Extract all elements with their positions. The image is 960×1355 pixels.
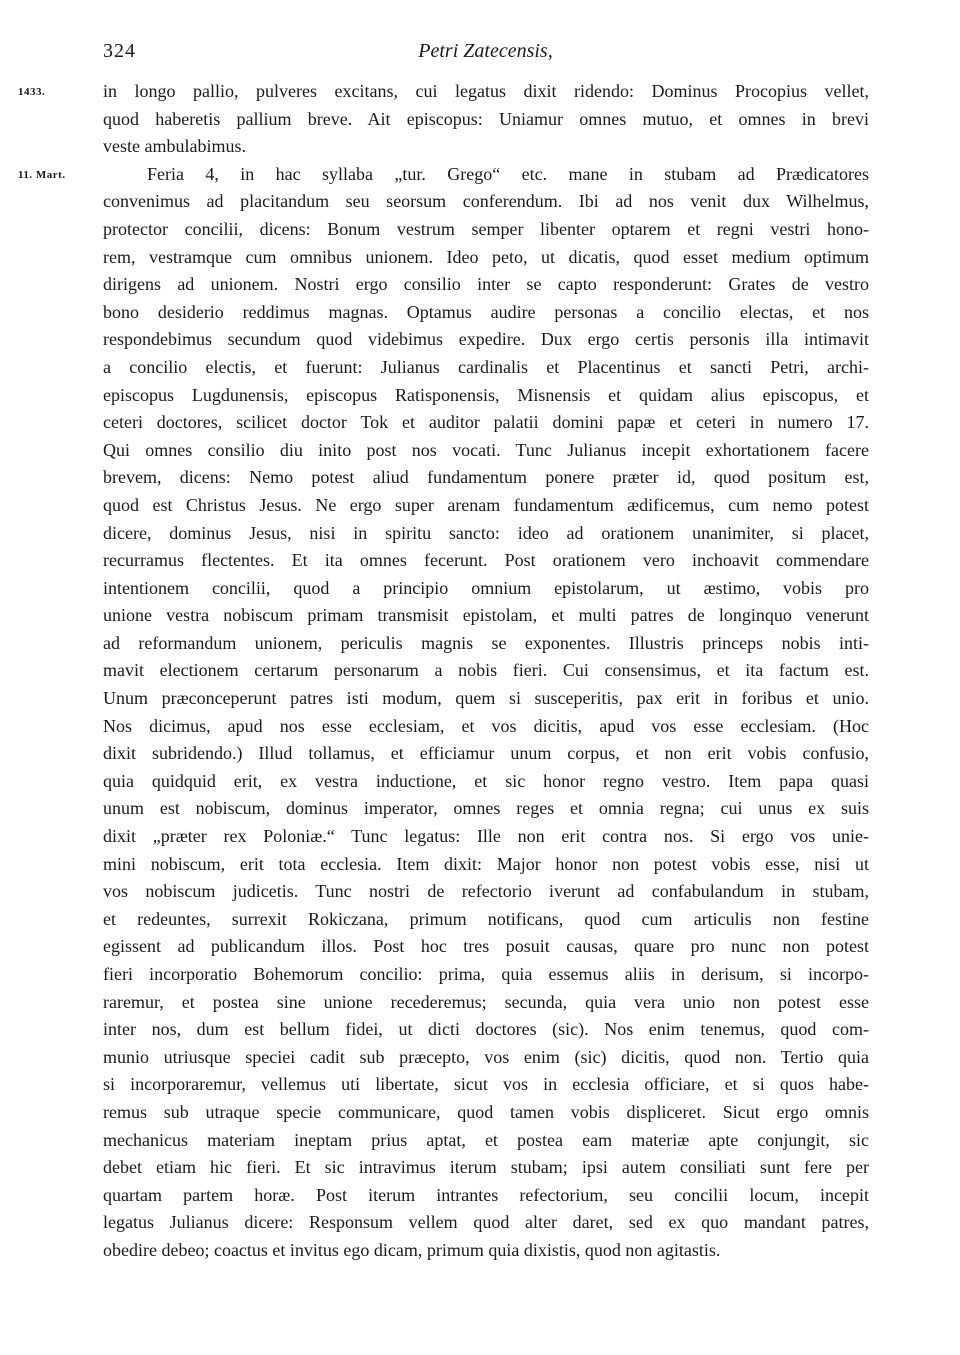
running-title: Petri Zatecensis, [418,40,553,62]
text-line: intentionem concilii, quod a principio omnium epistolarum, ut æstimo, vobis pro [103,577,869,598]
text-line: unum est nobiscum, dominus imperator, omnes reges et omnia regna; cui unus ex suis [103,798,869,819]
text-line: quod est Christus Jesus. Ne ergo super arenam fundamentum ædificemus, cum nemo potest [103,494,869,515]
text-line: a concilio electis, et fuerunt: Julianus cardinalis et Placentinus et sancti Petri, archi- [103,356,869,377]
text-line: protector concilii, dicens: Bonum vestrum semper libenter optarem et regni vestri hono- [103,218,869,239]
text-line: inter nos, dum est bellum fidei, ut dicti doctores (sic). Nos enim tenemus, quod com- [103,1019,869,1040]
text-line: egissent ad publicandum illos. Post hoc tres posuit causas, quare pro nunc non potest [103,936,869,957]
text-line: raremur, et postea sine unione recederemus; secunda, quia vera unio non potest esse [103,991,869,1012]
text-line: mavit electionem certarum personarum a nobis fieri. Cui consensimus, et ita factum est. [103,660,869,681]
text-line: veste ambulabimus. [103,136,246,157]
text-line: legatus Julianus dicere: Responsum vellem quod alter daret, sed ex quo mandant patres, [103,1212,869,1233]
text-line: et redeuntes, surrexit Rokiczana, primum notificans, quod cum articulis non festine [103,908,869,929]
text-line: dirigens ad unionem. Nostri ergo consilio inter se capto responderunt: Grates de vestro [103,274,869,295]
text-line: Nos dicimus, apud nos esse ecclesiam, et vos dicitis, apud vos esse ecclesiam. (Hoc [103,715,869,736]
text-line: obedire debeo; coactus et invitus ego dicam, primum quia dixistis, quod non agitastis. [103,1239,721,1260]
text-line: mechanicus materiam ineptam prius aptat, et postea eam materiæ apte conjungit, sic [103,1129,869,1150]
text-line: quod haberetis pallium breve. Ait episcopus: Uniamur omnes mutuo, et omnes in brevi [103,108,869,129]
text-line: ad reformandum unionem, periculis magnis se exponentes. Illustris princeps nobis inti- [103,632,869,653]
text-line: unione vestra nobiscum primam transmisit epistolam, et multi patres de longinquo venerunt [103,605,869,626]
text-line: Qui omnes consilio diu inito post nos vocati. Tunc Julianus incepit exhortationem facere [103,439,869,460]
text-line: dicere, dominus Jesus, nisi in spiritu sancto: ideo ad orationem unanimiter, si placet, [103,522,869,543]
text-line: Unum præconceperunt patres isti modum, quem si susceperitis, pax erit in foribus et unio. [103,688,869,709]
text-line: fieri incorporatio Bohemorum concilio: prima, quia essemus aliis in derisum, si incorpo- [103,964,869,984]
text-line: brevem, dicens: Nemo potest aliud fundamentum ponere præter id, quod positum est, [103,467,869,488]
text-line: debet etiam hic fieri. Et sic intravimus iterum stubam; ipsi autem consiliati sunt fere per [103,1157,869,1178]
text-line: munio utriusque speciei cadit sub præcepto, vos enim (sic) dicitis, quod non. Tertio quia [103,1046,869,1067]
text-line: recurramus flectentes. Et ita omnes fecerunt. Post orationem vero inchoavit commendare [103,550,869,571]
text-line: quartam partem horæ. Post iterum intrantes refectorium, seu concilii locum, incepit [103,1184,869,1205]
text-line: Feria 4, in hac syllaba „tur. Grego“ etc. mane in stubam ad Prædicatores [147,163,869,184]
text-line: rem, vestramque cum omnibus unionem. Ideo peto, ut dicatis, quod esset medium optimum [103,246,869,267]
page-header [103,40,868,70]
text-line: mini nobiscum, erit tota ecclesia. Item dixit: Major honor non potest vobis esse, nisi ut [103,853,869,874]
text-line: convenimus ad placitandum seu seorsum conferendum. Ibi ad nos venit dux Wilhelmus, [103,191,869,212]
margin-note-year: 1433. [18,86,46,98]
text-line: si incorporaremur, vellemus uti libertate, sicut vos in ecclesia officiare, et si quos habe- [103,1074,869,1095]
text-line: bono desiderio reddimus magnas. Optamus audire personas a concilio electas, et nos [103,301,869,322]
text-line: dixit subridendo.) Illud tollamus, et efficiamur unum corpus, et non erit vobis confusio, [103,743,869,764]
text-line: ceteri doctores, scilicet doctor Tok et auditor palatii domini papæ et ceteri in numero 17. [103,412,869,433]
text-line: vos nobiscum judicetis. Tunc nostri de refectorio iverunt ad confabulandum in stubam, [103,881,869,902]
text-line: episcopus Lugdunensis, episcopus Ratisponensis, Misnensis et quidam alius episcopus, et [103,384,869,405]
text-line: remus sub utraque specie communicare, quod tamen vobis displiceret. Sicut ergo omnis [103,1101,869,1122]
text-line: in longo pallio, pulveres excitans, cui legatus dixit ridendo: Dominus Procopius vellet, [103,81,869,101]
page-number: 324 [103,40,136,62]
text-line: respondebimus secundum quod videbimus expedire. Dux ergo certis personis illa intimavit [103,329,869,350]
margin-note-date: 11. Mart. [18,169,66,181]
text-line: quia quidquid erit, ex vestra inductione, et sic honor regno vestro. Item papa quasi [103,770,869,791]
text-line: dixit „præter rex Poloniæ.“ Tunc legatus: Ille non erit contra nos. Si ergo vos unie- [103,826,869,847]
body-text [103,78,869,1265]
